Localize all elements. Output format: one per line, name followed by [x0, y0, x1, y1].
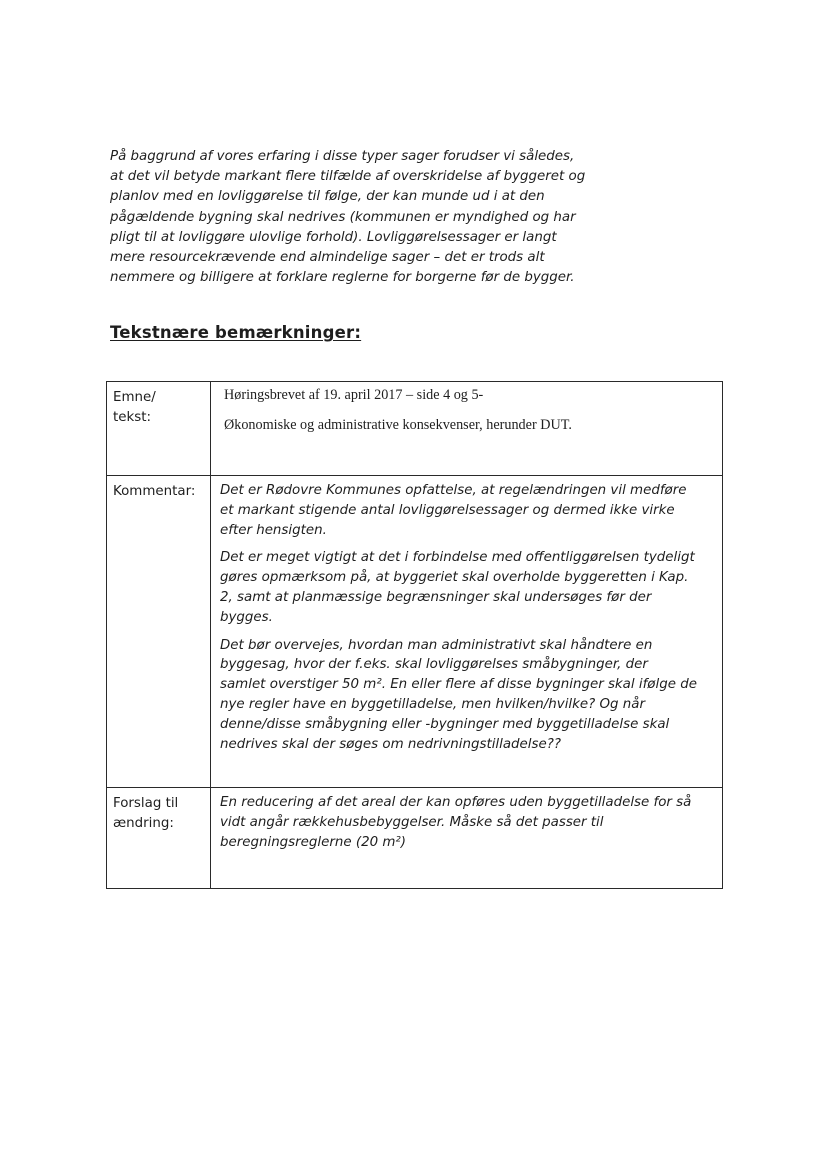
proposal-line: beregningsreglerne (20 m²)	[220, 834, 406, 850]
table-row-subject	[107, 382, 723, 476]
table-row-proposal	[107, 788, 723, 889]
comment-line: Det er meget vigtigt at det i forbindelse med offentliggørelsen tydeligt	[220, 550, 695, 566]
comment-label-cell	[107, 476, 211, 788]
proposal-line: vidt angår rækkehusbebyggelser. Måske så det passer til	[220, 814, 604, 830]
proposal-content-cell	[211, 788, 723, 889]
subject-label: Emne/	[113, 390, 156, 405]
comment-line: nye regler have en byggetilladelse, men hvilken/hvilke? Og når	[220, 696, 646, 712]
table-row-comment	[107, 476, 723, 788]
comment-line: byggesag, hvor der f.eks. skal lovliggørelses småbygninger, der	[220, 657, 648, 673]
comment-content-cell	[211, 476, 723, 788]
comment-line: gøres opmærksom på, at byggeriet skal overholde byggeretten i Kap.	[220, 570, 689, 586]
comment-line: 2, samt at planmæssige begrænsninger skal undersøges før der	[220, 589, 652, 605]
subject-label-cell	[107, 382, 211, 476]
proposal-label: Forslag til	[113, 796, 179, 811]
comment-paragraph	[220, 481, 722, 540]
comment-paragraph	[220, 548, 722, 627]
intro-line: at det vil betyde markant flere tilfælde af overskridelse af byggeret og	[110, 169, 586, 185]
intro-line: nemmere og billigere at forklare reglerne for borgerne før de bygger.	[110, 270, 575, 286]
comment-line: samlet overstiger 50 m². En eller flere af disse bygninger skal ifølge de	[220, 677, 697, 693]
intro-line: På baggrund af vores erfaring i disse typer sager forudser vi således,	[110, 149, 575, 164]
intro-line: planlov med en lovliggørelse til følge, der kan munde ud i at den	[110, 189, 545, 205]
section-heading: Tekstnære bemærkninger:	[110, 323, 362, 342]
subject-title: Økonomiske og administrative konsekvenser, herunder DUT.	[224, 417, 572, 433]
comment-line: Det bør overvejes, hvordan man administrativt skal håndtere en	[220, 637, 653, 653]
comment-label: Kommentar:	[113, 484, 196, 499]
intro-line: pligt til at lovliggøre ulovlige forhold). Lovliggørelsessager er langt	[110, 229, 557, 245]
subject-label: tekst:	[113, 410, 151, 425]
comment-line: efter hensigten.	[220, 522, 327, 538]
comment-line: nedrives skal der søges om nedrivningstilladelse??	[220, 736, 561, 752]
proposal-line: En reducering af det areal der kan opføres uden byggetilladelse for så	[220, 795, 692, 810]
comment-paragraph	[220, 636, 722, 755]
proposal-label: ændring:	[113, 816, 174, 831]
intro-paragraph	[110, 147, 630, 288]
subject-reference: Høringsbrevet af 19. april 2017 – side 4 og 5-	[224, 387, 484, 403]
comment-line: et markant stigende antal lovliggørelsessager og dermed ikke virke	[220, 502, 675, 518]
proposal-label-cell	[107, 788, 211, 889]
comment-line: Det er Rødovre Kommunes opfattelse, at regelændringen vil medføre	[220, 483, 687, 498]
comment-line: bygges.	[220, 609, 273, 625]
subject-content-cell	[211, 382, 723, 476]
comment-line: denne/disse småbygning eller -bygninger med byggetilladelse skal	[220, 716, 670, 732]
remarks-table	[106, 381, 723, 889]
intro-line: pågældende bygning skal nedrives (kommunen er myndighed og har	[110, 209, 576, 225]
intro-line: mere resourcekrævende end almindelige sager – det er trods alt	[110, 250, 545, 266]
